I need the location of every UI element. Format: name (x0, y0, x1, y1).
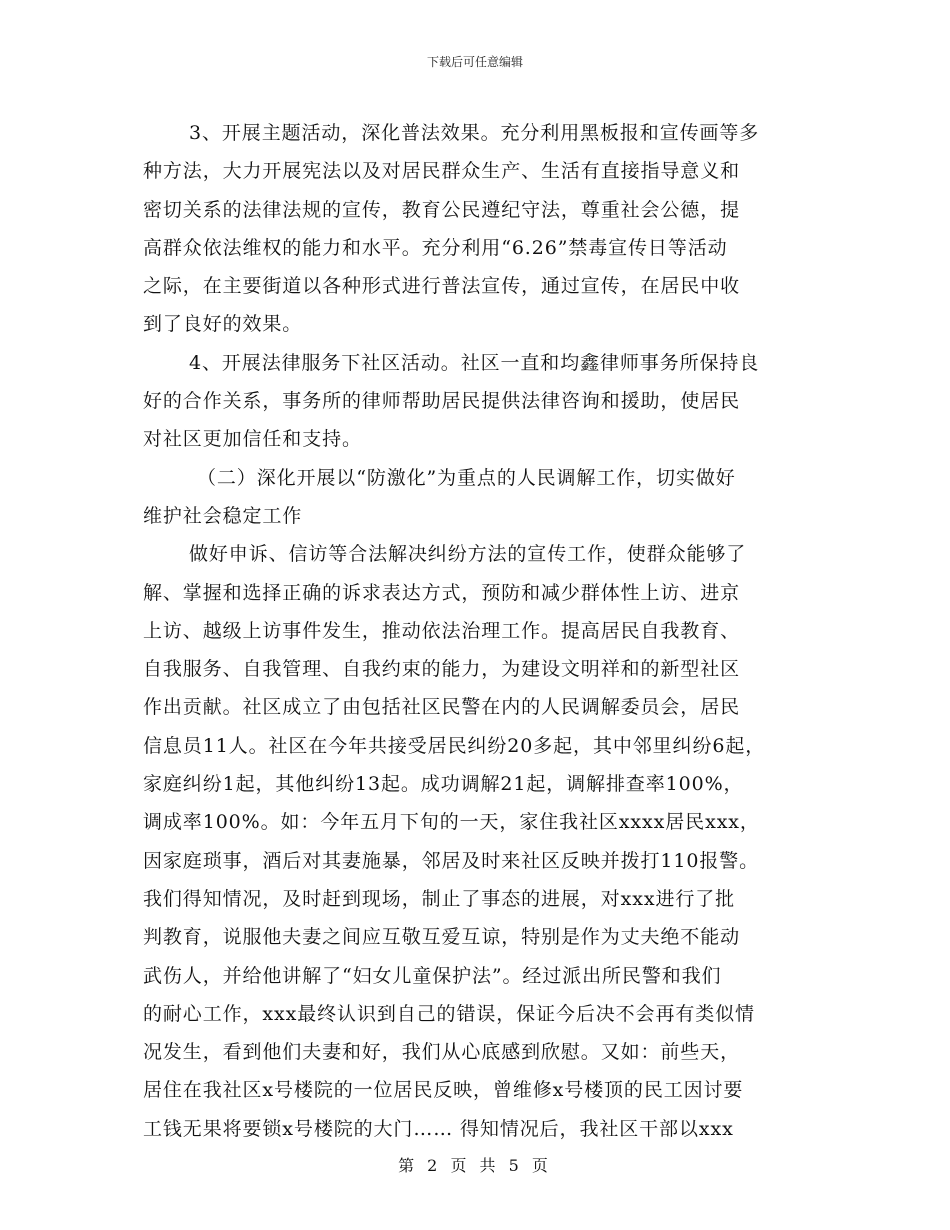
text-line: 因家庭琐事，酒后对其妻施暴，邻居及时来社区反映并拨打110报警。 (143, 849, 760, 872)
text-line: 作出贡献。社区成立了由包括社区民警在内的人民调解委员会，居民 (143, 696, 741, 719)
text-line: 种方法，大力开展宪法以及对居民群众生产、生活有直接指导意义和 (143, 160, 741, 183)
page-number-footer: 第 2 页 共 5 页 (398, 1156, 552, 1175)
text-line: 判教育，说服他夫妻之间应互敬互爱互谅，特别是作为丈夫绝不能动 (143, 926, 741, 949)
text-line: 我们得知情况，及时赶到现场，制止了事态的进展，对xxx进行了批 (143, 887, 736, 910)
text-line: 对社区更加信任和支持。 (143, 428, 362, 451)
text-line: 好的合作关系，事务所的律师帮助居民提供法律咨询和援助，使居民 (143, 390, 741, 413)
text-line: 3、开展主题活动，深化普法效果。充分利用黑板报和宣传画等多 (189, 122, 760, 144)
text-line: 高群众依法维权的能力和水平。充分利用“6.26”禁毒宣传日等活动 (143, 236, 728, 259)
text-line: 工钱无果将要锁x号楼院的大门…… 得知情况后，我社区干部以xxx (143, 1117, 734, 1140)
page-header: 下载后可任意编辑 (426, 55, 523, 69)
section-heading-line: 维护社会稳定工作 (143, 504, 303, 527)
text-line: 解、掌握和选择正确的诉求表达方式，预防和减少群体性上访、进京 (143, 581, 741, 604)
text-line: 信息员11人。社区在今年共接受居民纠纷20多起，其中邻里纠纷6起， (143, 734, 766, 757)
text-line: 居住在我社区x号楼院的一位居民反映，曾维修x号楼顶的民工因讨要 (143, 1079, 744, 1102)
text-line: 上访、越级上访事件发生，推动依法治理工作。提高居民自我教育、 (143, 619, 741, 642)
text-line: 自我服务、自我管理、自我约束的能力，为建设文明祥和的新型社区 (143, 658, 741, 681)
text-line: 4、开展法律服务下社区活动。社区一直和均鑫律师事务所保持良 (189, 351, 760, 374)
text-line: 调成率100%。如：今年五月下旬的一天，家住我社区xxxx居民xxx， (143, 811, 760, 834)
section-heading-line: （二）深化开展以“防激化”为重点的人民调解工作，切实做好 (197, 466, 736, 489)
document-body (143, 114, 823, 1148)
text-line: 况发生，看到他们夫妻和好，我们从心底感到欣慰。又如：前些天， (143, 1041, 741, 1064)
text-line: 到了良好的效果。 (143, 313, 303, 336)
text-line: 之际，在主要街道以各种形式进行普法宣传，通过宣传，在居民中收 (143, 275, 741, 298)
text-line: 武伤人，并给他讲解了“妇女儿童保护法”。经过派出所民警和我们 (143, 964, 722, 987)
text-line: 的耐心工作，xxx最终认识到自己的错误，保证今后决不会再有类似情 (143, 1002, 755, 1025)
text-line: 做好申诉、信访等合法解决纠纷方法的宣传工作，使群众能够了 (189, 543, 747, 566)
text-line: 密切关系的法律法规的宣传，教育公民遵纪守法，尊重社会公德，提 (143, 198, 741, 221)
text-line: 家庭纠纷1起，其他纠纷13起。成功调解21起，调解排查率100%， (143, 773, 744, 796)
